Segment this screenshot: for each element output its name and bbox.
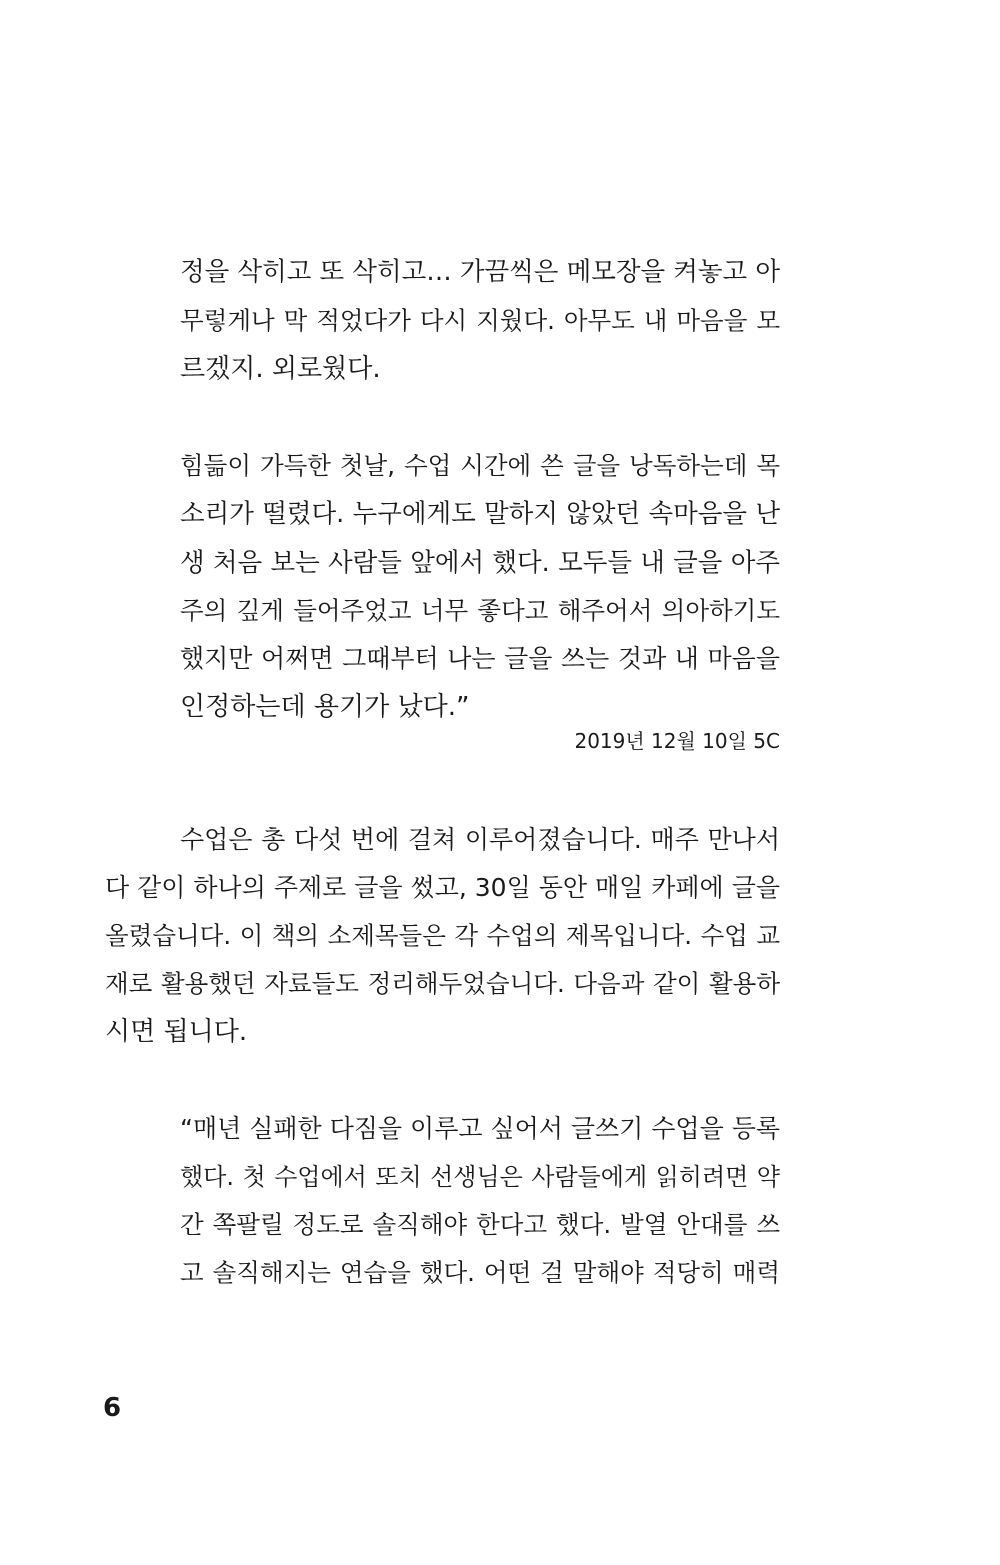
quote2-line-3: 생 처음 보는 사람들 앞에서 했다. 모두들 내 글을 아주 <box>180 548 780 578</box>
quote3-line-3: 간 쪽팔릴 정도로 솔직해야 한다고 했다. 발열 안대를 쓰 <box>180 1210 780 1239</box>
quote2-line-5: 했지만 어쩌면 그때부터 나는 글을 쓰는 것과 내 마음을 <box>180 644 780 673</box>
quote1-line-1: 정을 삭히고 또 삭히고… 가끔씩은 메모장을 켜놓고 아 <box>180 257 780 287</box>
body-line-1: 수업은 총 다섯 번에 걸쳐 이루어졌습니다. 매주 만나서 <box>180 825 780 854</box>
quote2-line-1: 힘듦이 가득한 첫날, 수업 시간에 쓴 글을 낭독하는데 목 <box>180 451 780 480</box>
body-line-5: 시면 됩니다. <box>105 1017 248 1047</box>
quote2-attribution: 2019년 12월 10일 5C <box>574 729 780 753</box>
quote2-line-2: 소리가 떨렸다. 누구에게도 말하지 않았던 속마음을 난 <box>180 499 780 529</box>
body-line-4: 재로 활용했던 자료들도 정리해두었습니다. 다음과 같이 활용하 <box>105 969 780 998</box>
page-number: 6 <box>103 1393 122 1423</box>
quote1-line-2: 무렇게나 막 적었다가 다시 지웠다. 아무도 내 마음을 모 <box>180 306 780 335</box>
body-line-2: 다 같이 하나의 주제로 글을 썼고, 30일 동안 매일 카페에 글을 <box>105 873 780 902</box>
quote3-line-2: 했다. 첫 수업에서 또치 선생님은 사람들에게 읽히려면 약 <box>180 1163 780 1191</box>
body-line-3: 올렸습니다. 이 책의 소제목들은 각 수업의 제목입니다. 수업 교 <box>105 921 780 950</box>
quote2-line-6: 인정하는데 용기가 났다.” <box>180 692 470 722</box>
quote3-line-1: “매년 실패한 다짐을 이루고 싶어서 글쓰기 수업을 등록 <box>180 1114 780 1143</box>
quote3-line-4: 고 솔직해지는 연습을 했다. 어떤 걸 말해야 적당히 매력 <box>180 1258 780 1287</box>
quote1-line-3: 르겠지. 외로웠다. <box>180 354 381 384</box>
quote2-line-4: 주의 깊게 들어주었고 너무 좋다고 해주어서 의아하기도 <box>180 596 780 625</box>
